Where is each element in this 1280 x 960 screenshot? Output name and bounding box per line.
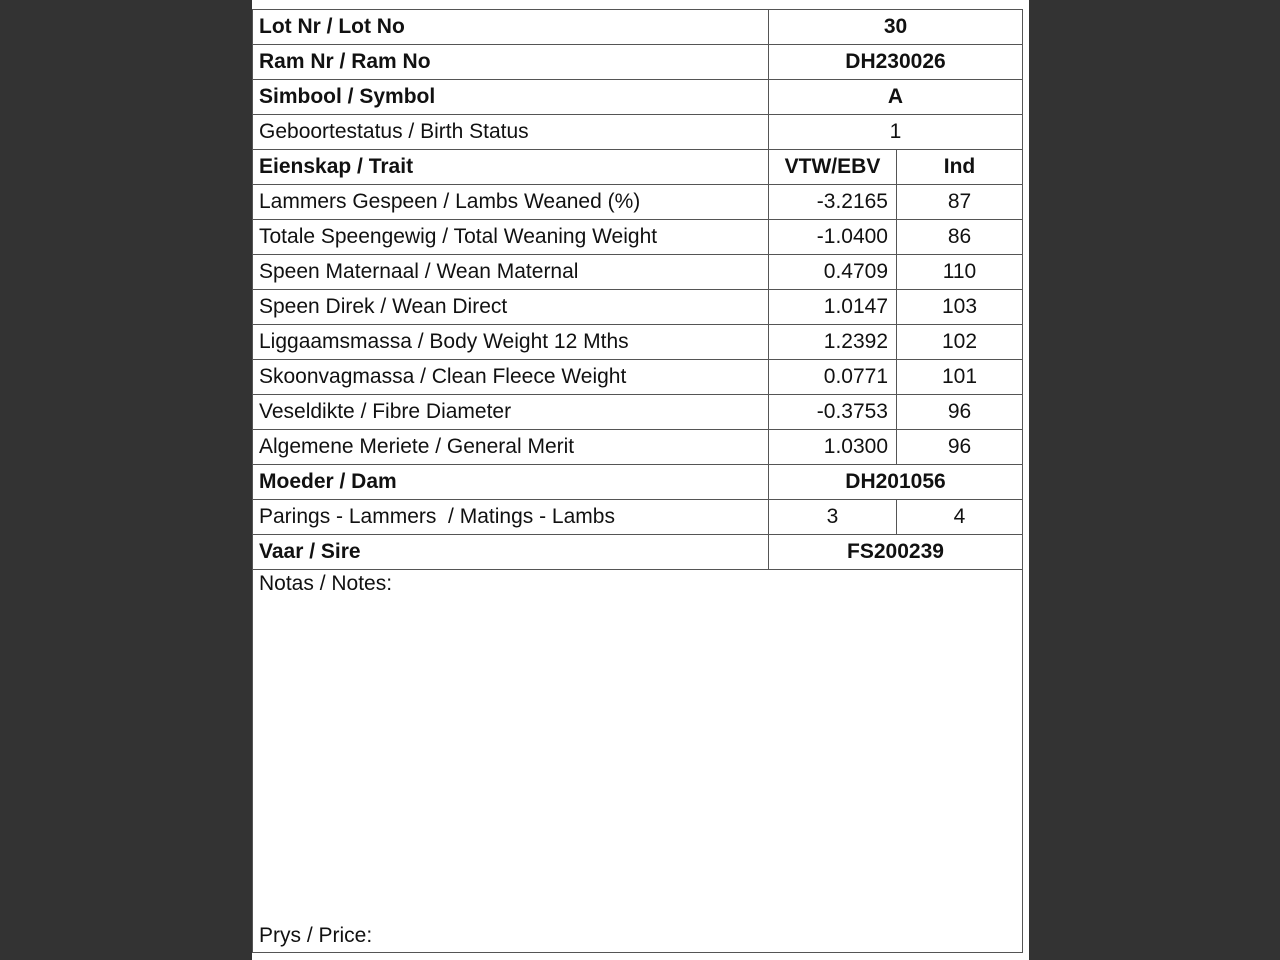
- symbol-label: Simbool / Symbol: [259, 85, 436, 108]
- trait-label: Lammers Gespeen / Lambs Weaned (%): [259, 190, 641, 213]
- lot-card: [252, 9, 1023, 953]
- trait-row: [253, 430, 1022, 465]
- sire-label: Vaar / Sire: [259, 540, 361, 563]
- price-label: Prys / Price:: [259, 924, 373, 947]
- notes-label: Notas / Notes:: [259, 572, 393, 595]
- matings-row: [253, 500, 1022, 535]
- trait-row: [253, 255, 1022, 290]
- trait-header-label: Eienskap / Trait: [259, 155, 414, 178]
- lot-label: Lot Nr / Lot No: [259, 15, 405, 38]
- symbol-row: [253, 80, 1022, 115]
- symbol-value: A: [768, 80, 1022, 114]
- sire-value: FS200239: [768, 535, 1022, 569]
- trait-row: [253, 395, 1022, 430]
- ram-label: Ram Nr / Ram No: [259, 50, 431, 73]
- trait-label: Totale Speengewig / Total Weaning Weight: [259, 225, 658, 248]
- ram-value: DH230026: [768, 45, 1022, 79]
- trait-header-row: [253, 150, 1022, 185]
- trait-label: Veseldikte / Fibre Diameter: [259, 400, 512, 423]
- trait-ind: 96: [896, 395, 1022, 429]
- trait-ind: 96: [896, 430, 1022, 464]
- trait-label: Speen Direk / Wean Direct: [259, 295, 508, 318]
- catalogue-page: [252, 0, 1029, 960]
- trait-ebv: 1.0300: [768, 430, 896, 464]
- trait-ind: 101: [896, 360, 1022, 394]
- lot-row: [253, 10, 1022, 45]
- trait-row: [253, 220, 1022, 255]
- trait-row: [253, 290, 1022, 325]
- trait-ebv: 1.0147: [768, 290, 896, 324]
- trait-label: Skoonvagmassa / Clean Fleece Weight: [259, 365, 627, 388]
- trait-row: [253, 185, 1022, 220]
- ind-column-header: Ind: [896, 150, 1022, 184]
- trait-ind: 87: [896, 185, 1022, 219]
- trait-row: [253, 325, 1022, 360]
- trait-ebv: -1.0400: [768, 220, 896, 254]
- sire-row: [253, 535, 1022, 570]
- dam-value: DH201056: [768, 465, 1022, 499]
- trait-ind: 110: [896, 255, 1022, 289]
- matings-label: Parings - Lammers / Matings - Lambs: [259, 505, 615, 528]
- trait-ebv: -0.3753: [768, 395, 896, 429]
- trait-row: [253, 360, 1022, 395]
- trait-ebv: 0.4709: [768, 255, 896, 289]
- trait-ebv: 0.0771: [768, 360, 896, 394]
- trait-ebv: -3.2165: [768, 185, 896, 219]
- trait-ind: 86: [896, 220, 1022, 254]
- trait-ebv: 1.2392: [768, 325, 896, 359]
- birth-status-value: 1: [768, 115, 1022, 149]
- birth-status-label: Geboortestatus / Birth Status: [259, 120, 529, 143]
- lambs-count: 4: [896, 500, 1022, 534]
- lot-value: 30: [768, 10, 1022, 44]
- trait-label: Liggaamsmassa / Body Weight 12 Mths: [259, 330, 629, 353]
- ebv-column-header: VTW/EBV: [768, 150, 896, 184]
- matings-count: 3: [768, 500, 896, 534]
- trait-label: Speen Maternaal / Wean Maternal: [259, 260, 579, 283]
- trait-ind: 103: [896, 290, 1022, 324]
- dam-label: Moeder / Dam: [259, 470, 397, 493]
- dam-row: [253, 465, 1022, 500]
- ram-row: [253, 45, 1022, 80]
- birth-status-row: [253, 115, 1022, 150]
- trait-ind: 102: [896, 325, 1022, 359]
- trait-label: Algemene Meriete / General Merit: [259, 435, 575, 458]
